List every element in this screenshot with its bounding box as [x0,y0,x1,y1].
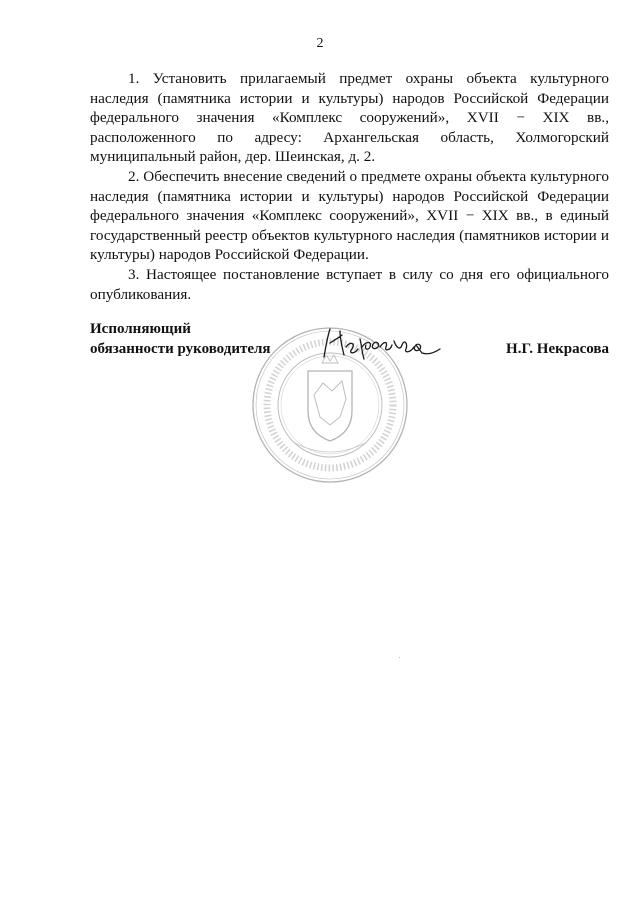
page-number: 2 [316,36,324,51]
scan-speck [399,657,400,658]
signatory-name: Н.Г. Некрасова [506,341,609,357]
signatory-title [90,319,271,359]
paragraph-2: 2. Обеспечить внесение сведений о предмете охраны объекта культурного наследия (памятника истории и культуры) народов Российской Федерации федерального значения «Комплекс сооружений», XVII − XIX вв., в единый государственный реестр объектов культурного наследия (памятников истории и культуры) народов Российской Федерации. [90,167,609,264]
paragraph-3: 3. Настоящее постановление вступает в силу со дня его официального опубликования. [90,265,609,303]
signatory-title-line-2: обязанности руководителя [90,341,271,357]
signatory-title-line-1: Исполняющий [90,321,191,337]
document-body [90,69,609,304]
paragraph-1: 1. Установить прилагаемый предмет охраны объекта культурного наследия (памятника истории и культуры) народов Российской Федерации федерального значения «Комплекс сооружений», XVII − XIX вв., расположенного по адресу: Архангельская область, Холмогорский муниципальный район, дер. Шеинская, д. 2. [90,70,609,166]
signature-block [90,319,609,479]
